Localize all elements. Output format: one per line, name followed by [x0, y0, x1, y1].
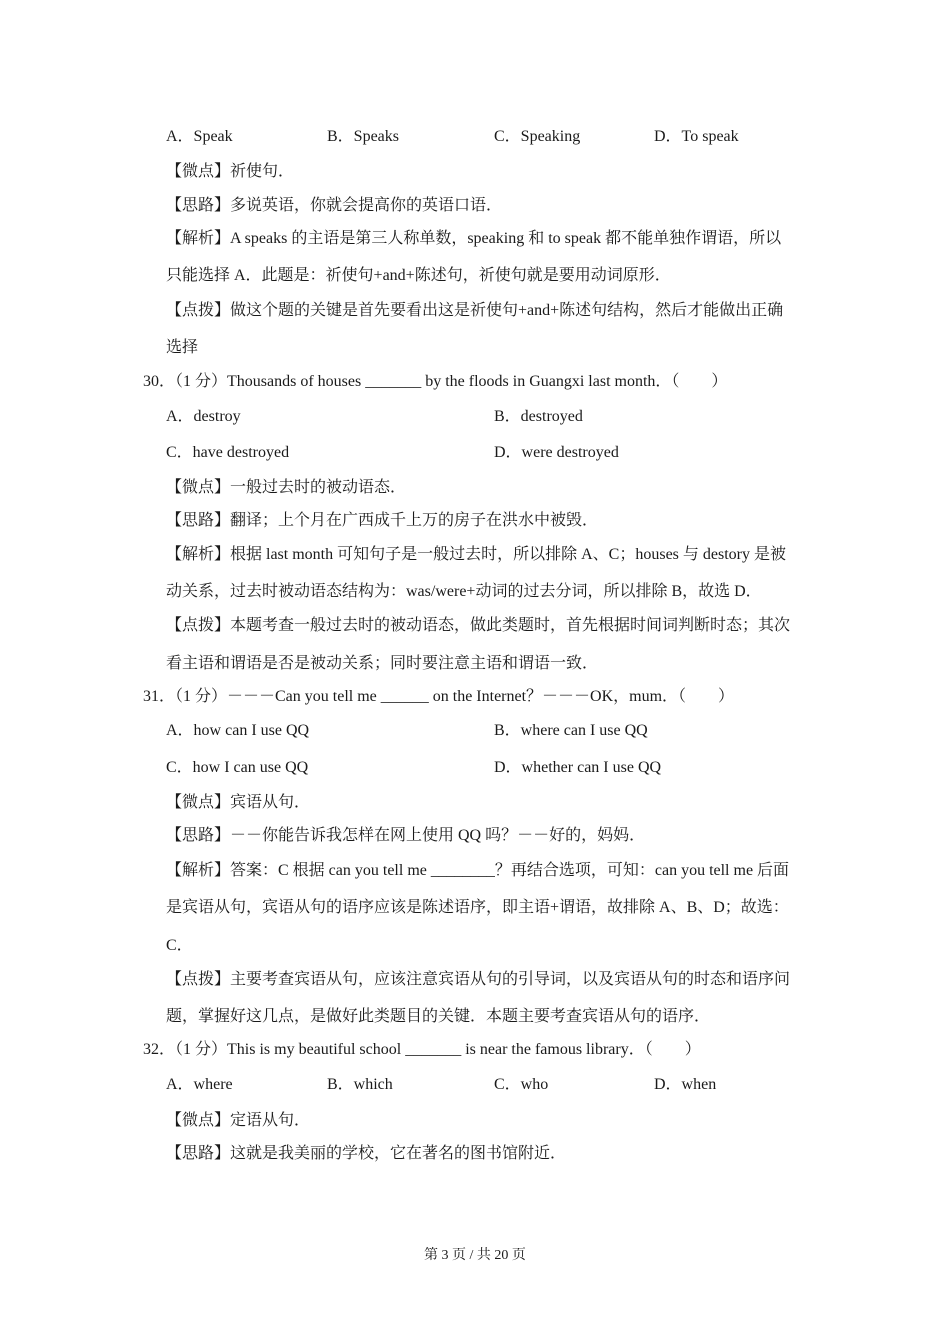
- q30-dianbo-line1: 【点拨】本题考查一般过去时的被动语态，做此类题时，首先根据时间词判断时态；其次: [166, 617, 791, 634]
- q32-option-a: A．where: [166, 1076, 233, 1093]
- q30-silu: 【思路】翻译；上个月在广西成千上万的房子在洪水中被毁．: [166, 512, 599, 529]
- q29-option-b: B．Speaks: [327, 128, 400, 145]
- q32-option-b: B．which: [327, 1076, 393, 1093]
- q30-option-c: C．have destroyed: [166, 444, 290, 461]
- q32-stem: 32．（1 分）This is my beautiful school _______ is near the famous library．（ ）: [143, 1041, 701, 1058]
- q29-jiexi-line1: 【解析】A speaks 的主语是第三人称单数，speaking 和 to speak 都不能单独作谓语，所以: [166, 230, 782, 247]
- q30-option-a: A．destroy: [166, 408, 241, 425]
- q30-option-d: D．were destroyed: [494, 444, 619, 461]
- q31-option-d: D．whether can I use QQ: [494, 759, 662, 776]
- q29-silu: 【思路】多说英语，你就会提高你的英语口语．: [166, 197, 503, 214]
- q29-option-c: C．Speaking: [494, 128, 581, 145]
- q31-jiexi-line2: 是宾语从句，宾语从句的语序应该是陈述语序，即主语+谓语，故排除 A、B、D；故选：: [166, 899, 789, 916]
- q31-jiexi-line1: 【解析】答案：C 根据 can you tell me ________？再结合选项，可知：can you tell me 后面: [166, 862, 790, 879]
- q31-jiexi-line3: C．: [166, 937, 193, 954]
- q30-weidian: 【微点】一般过去时的被动语态．: [166, 479, 407, 496]
- q30-option-b: B．destroyed: [494, 408, 583, 425]
- q31-weidian: 【微点】宾语从句．: [166, 794, 311, 811]
- q30-dianbo-line2: 看主语和谓语是否是被动关系；同时要注意主语和谓语一致．: [166, 655, 599, 672]
- q29-dianbo-line1: 【点拨】做这个题的关键是首先要看出这是祈使句+and+陈述句结构，然后才能做出正确: [166, 302, 784, 319]
- q29-dianbo-line2: 选择: [166, 339, 199, 356]
- q31-silu: 【思路】－－你能告诉我怎样在网上使用 QQ 吗？－－好的，妈妈．: [166, 827, 646, 844]
- q31-option-a: A．how can I use QQ: [166, 722, 310, 739]
- q32-option-d: D．when: [654, 1076, 717, 1093]
- q31-option-c: C．how I can use QQ: [166, 759, 309, 776]
- q30-jiexi-line2: 动关系，过去时被动语态结构为：was/were+动词的过去分词，所以排除 B，故选 D．: [166, 583, 762, 600]
- q31-stem: 31．（1 分）－－－Can you tell me ______ on the Internet？－－－OK，mum．（ ）: [143, 688, 735, 705]
- q29-weidian: 【微点】祈使句．: [166, 163, 295, 180]
- q29-option-d: D．To speak: [654, 128, 739, 145]
- q31-dianbo-line1: 【点拨】主要考查宾语从句，应该注意宾语从句的引导词，以及宾语从句的时态和语序问: [166, 971, 791, 988]
- q32-option-c: C．who: [494, 1076, 549, 1093]
- q30-stem: 30．（1 分）Thousands of houses _______ by the floods in Guangxi last month．（ ）: [143, 373, 728, 390]
- q31-option-b: B．where can I use QQ: [494, 722, 648, 739]
- q32-weidian: 【微点】定语从句．: [166, 1112, 311, 1129]
- q29-option-a: A．Speak: [166, 128, 233, 145]
- q29-jiexi-line2: 只能选择 A．此题是：祈使句+and+陈述句，祈使句就是要用动词原形．: [166, 267, 671, 284]
- q31-dianbo-line2: 题，掌握好这几点，是做好此类题目的关键．本题主要考查宾语从句的语序．: [166, 1008, 711, 1025]
- q30-jiexi-line1: 【解析】根据 last month 可知句子是一般过去时，所以排除 A、C；houses 与 destory 是被: [166, 546, 786, 563]
- q32-silu: 【思路】这就是我美丽的学校，它在著名的图书馆附近．: [166, 1145, 567, 1162]
- page-footer: 第 3 页 / 共 20 页: [424, 1248, 526, 1263]
